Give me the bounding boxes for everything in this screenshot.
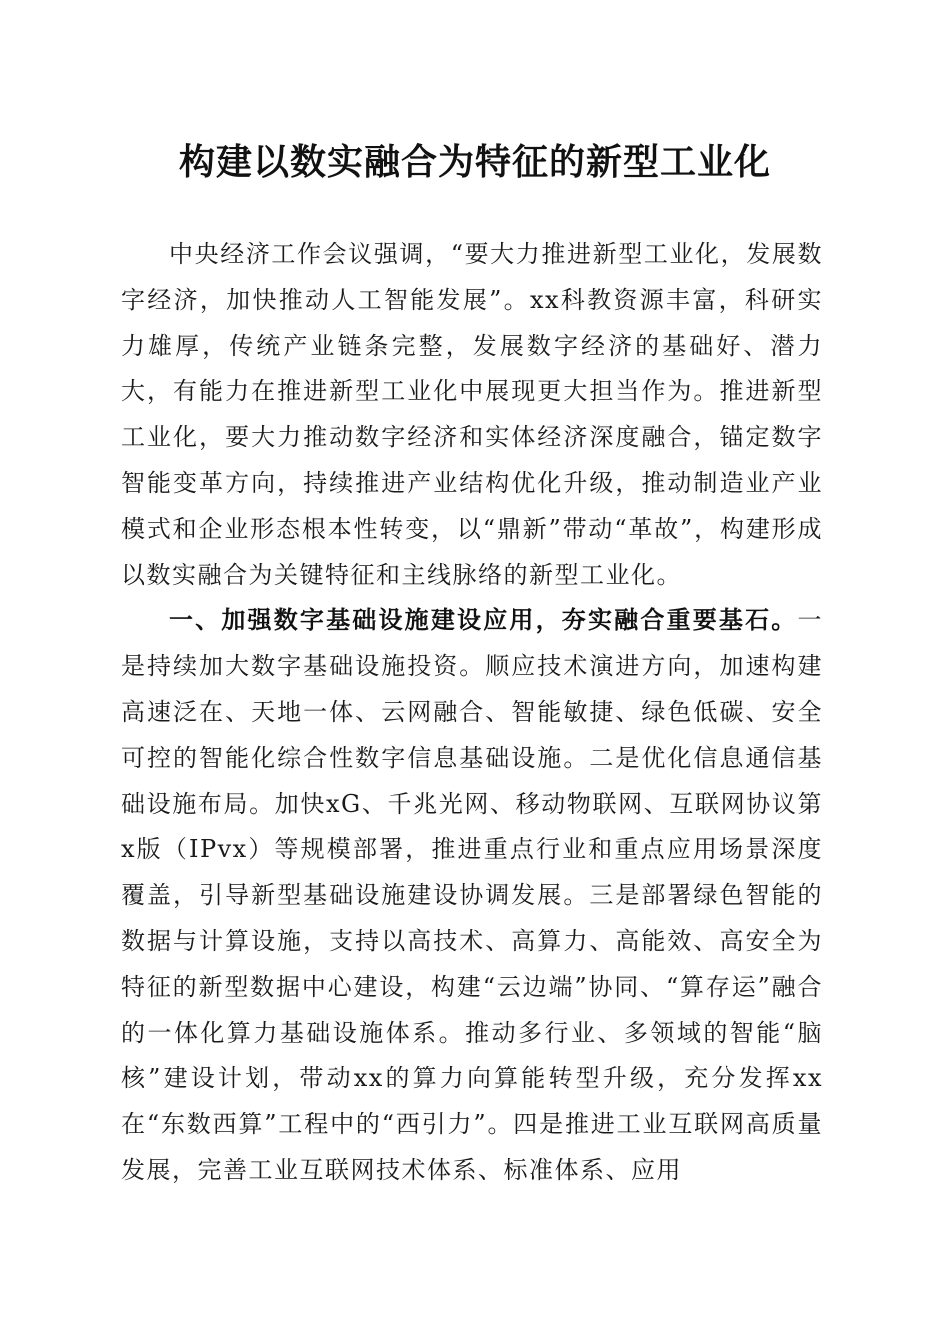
document-title: 构建以数实融合为特征的新型工业化 [178,141,771,183]
section-one-text: 一是持续加大数字基础设施投资。顺应技术演进方向，加速构建高速泛在、天地一体、云网融合、智能敏捷、绿色低碳、安全可控的智能化综合性数字信息基础设施。二是优化信息通信基础设施布局。加快xG、千兆光网、移动物联网、互联网协议第x版（IPvx）等规模部署，推进重点行业和重点应用场景深度覆盖，引导新型基础设施建设协调发展。三是部署绿色智能的数据与计算设施，支持以高技术、高算力、高能效、高安全为特征的新型数据中心建设，构建“云边端”协同、“算存运”融合的一体化算力基础设施体系。推动多行业、多领域的智能“脑核”建设计划，带动xx的算力向算能转型升级，充分发挥xx在“东数西算”工程中的“西引力”。四是推进工业互联网高质量发展，完善工业互联网技术体系、标准体系、应用 [121,606,823,1184]
section-one-paragraph [121,598,823,1193]
section-one-heading: 一、加强数字基础设施建设应用，夯实融合重要基石。 [169,606,798,635]
intro-paragraph: 中央经济工作会议强调，“要大力推进新型工业化，发展数字经济，加快推动人工智能发展”。xx科教资源丰富，科研实力雄厚，传统产业链条完整，发展数字经济的基础好、潜力大，有能力在推进新型工业化中展现更大担当作为。推进新型工业化，要大力推动数字经济和实体经济深度融合，锚定数字智能变革方向，持续推进产业结构优化升级，推动制造业产业模式和企业形态根本性转变，以“鼎新”带动“革故”，构建形成以数实融合为关键特征和主线脉络的新型工业化。 [121,240,823,589]
document-body [121,232,823,1194]
